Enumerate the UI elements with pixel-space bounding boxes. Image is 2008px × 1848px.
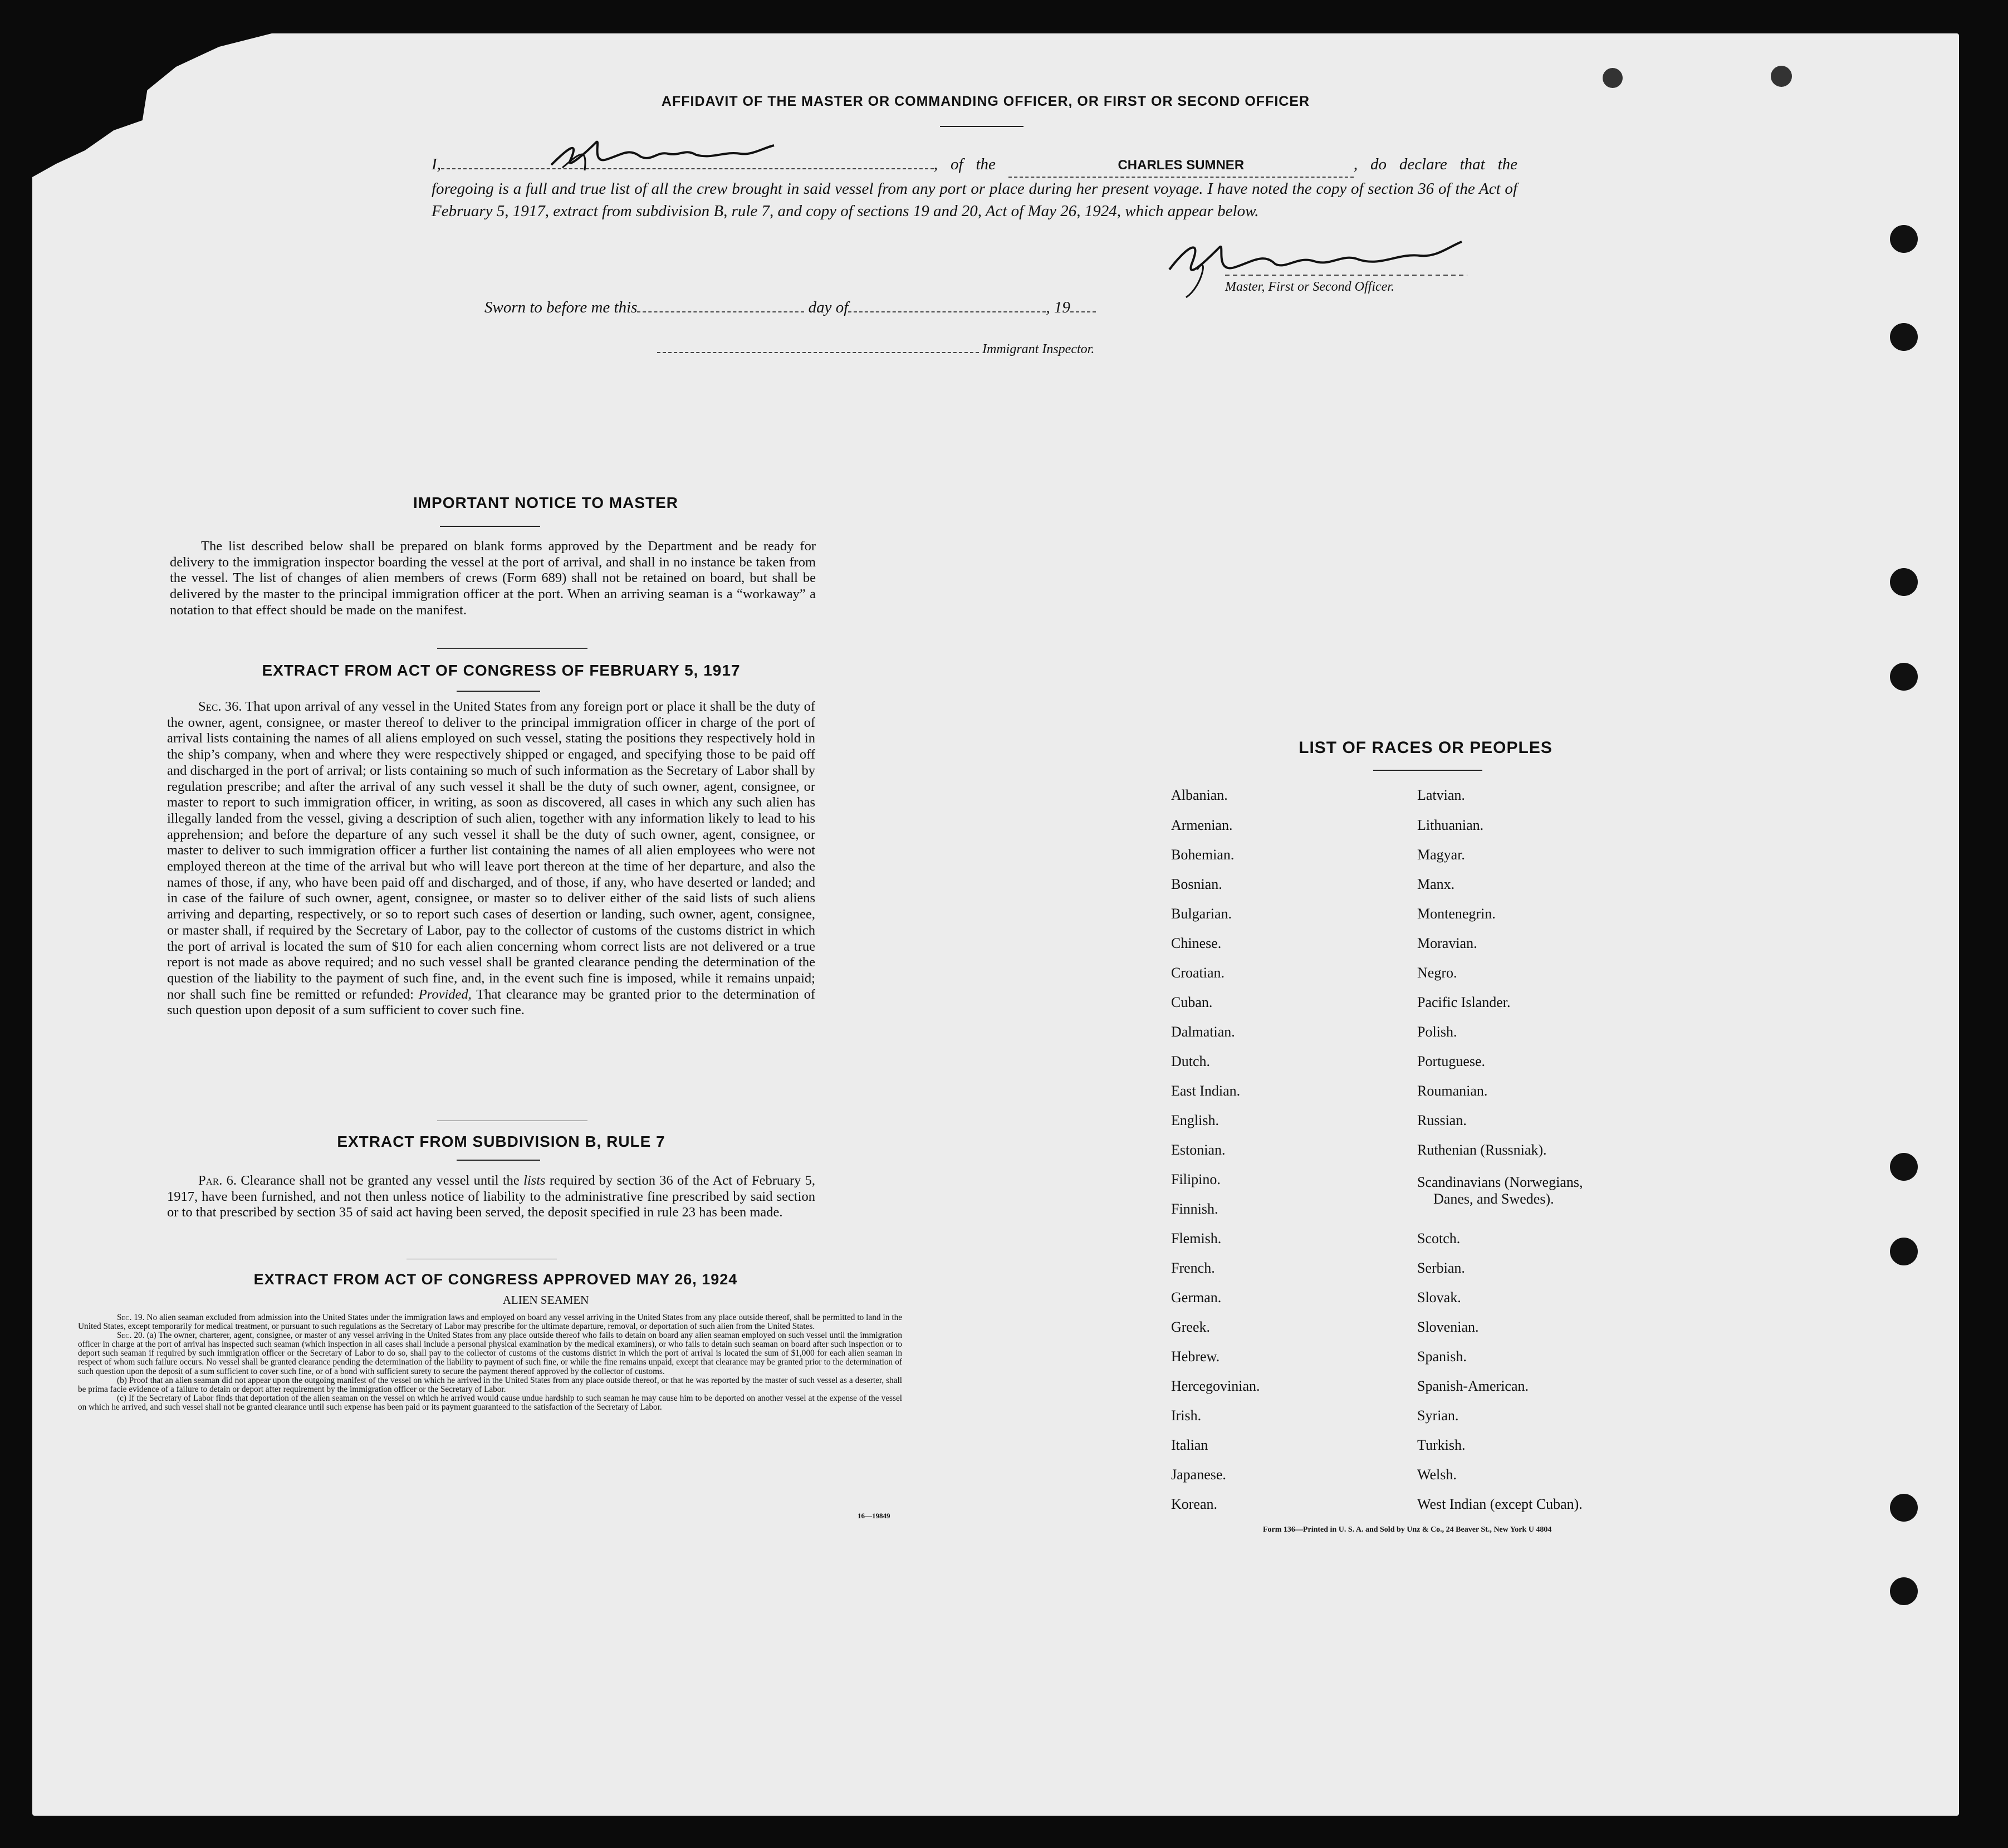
race-item: Flemish. (1171, 1230, 1222, 1246)
rule-7-title: EXTRACT FROM SUBDIVISION B, RULE 7 (337, 1133, 665, 1150)
race-item: Turkish. (1417, 1437, 1466, 1453)
sworn-month-field (848, 311, 1046, 312)
inspector-caption: Immigrant Inspector. (982, 342, 1095, 356)
race-item: Portuguese. (1417, 1053, 1486, 1069)
notice-rule (440, 526, 540, 527)
race-item: Albanian. (1171, 787, 1228, 803)
inspector-line (657, 342, 1094, 357)
race-item: Ruthenian (Russniak). (1417, 1142, 1547, 1158)
declaration-body: that the foregoing is a full and true list of all the crew brought in said vessel from any port or place during her present voyage. I have noted the copy of section 36 of the Act of February 5, 1917, extract from subdivision B, rule 7, and copy of sections 19 and 20, Act of May 26, 1924, which appear below. (432, 155, 1518, 220)
rule-7-rule (457, 1160, 540, 1161)
notice-body: The list described below shall be prepared on blank forms approved by the Department and be ready for delivery to the immigration inspector boarding the vessel at the port of arrival, and shall in no instance be taken from the vessel. The list of changes of alien members of crews (Form 689) shall not be retained on board, but shall be delivered by the master to the principal immigration officer at the port. When an arriving seaman is a “workaway” a notation to that effect should be made on the manifest. (170, 539, 816, 618)
extract-1917-body (167, 699, 815, 1019)
sec-20-label: Sec. 20. (117, 1331, 145, 1341)
race-item: Spanish-American. (1417, 1378, 1529, 1394)
sec-19-text: No alien seaman excluded from admission into the United States under the immigration laws and employed on board any vessel arriving in the United States from any place outside thereof, shall be permitted to land in the United States, except temporarily for medical treatment, or pursuant to such regulations as the Secretary of Labor may prescribe for the ultimate departure, removal, or deportation of such alien from the United States. (78, 1313, 903, 1332)
sec-20a-text: (a) The owner, charterer, agent, consignee, or master of any vessel arriving in the United States from any place outside thereof who fails to detain on board any alien seaman employed on such vessel until the immigration officer in charge at the port of arrival has inspected such seaman (which inspection in all cases shall include a personal physical examination by the medical examiners), or who fails to detain such seaman on board after such inspection or to deport such seaman if required by such immigration officer or the Secretary of Labor to do so, shall pay to the collector of customs of the customs district in which the port of arrival is located the sum of $1,000 for each alien seaman in respect of whom such failure occurs. No vessel shall be granted clearance pending the determination of the liability to payment of such fine, or while the fine remains unpaid, except that clearance may be granted prior to the determination of such question upon the deposit of a sum sufficient to cover such fine, or of a bond with sufficient surety to secure the payment thereof approved by the collector of customs. (78, 1331, 902, 1376)
race-item: Magyar. (1417, 847, 1465, 863)
race-item: Pacific Islander. (1417, 994, 1511, 1010)
race-item: Polish. (1417, 1024, 1457, 1040)
race-item: Welsh. (1417, 1466, 1457, 1483)
par-6-label: Par. 6. (198, 1173, 237, 1188)
race-item: Slovak. (1417, 1289, 1461, 1306)
race-item: Bohemian. (1171, 847, 1235, 863)
sworn-day-field (637, 311, 804, 312)
sec-20c-text: (c) If the Secretary of Labor finds that deportation of the alien seaman on the vessel on which he arrived would cause undue hardship to such seaman he may cause him to be deported on another vessel at the expense of the vessel on which he arrived, and such vessel shall not be granted clearance until such expense has been paid or its payment guaranteed to the satisfaction of the Secretary of Labor. (78, 1393, 902, 1412)
binder-hole (1890, 1153, 1918, 1181)
race-item: Roumanian. (1417, 1083, 1488, 1099)
race-item: Japanese. (1171, 1466, 1226, 1483)
race-item: Chinese. (1171, 935, 1222, 951)
provided-label: Provided, (418, 986, 472, 1002)
race-item: Spanish. (1417, 1348, 1467, 1365)
sec-19-paragraph (78, 1313, 902, 1331)
extract-1917-title: EXTRACT FROM ACT OF CONGRESS OF FEBRUARY 5, 1917 (262, 662, 741, 679)
lists-label: lists (523, 1173, 546, 1188)
race-item: Bosnian. (1171, 876, 1222, 892)
races-rule (1373, 770, 1482, 771)
sec-19-label: Sec. 19. (117, 1313, 145, 1322)
binder-hole (1890, 323, 1918, 351)
race-item: Irish. (1171, 1407, 1202, 1424)
race-item: Hercegovinian. (1171, 1378, 1260, 1394)
race-item: Greek. (1171, 1319, 1211, 1335)
sworn-prefix: Sworn to before me this (484, 299, 638, 316)
par-6-text-a: Clearance shall not be granted any vessel until the (241, 1173, 520, 1188)
extract-1924-body (78, 1313, 902, 1412)
race-item: Finnish. (1171, 1201, 1218, 1217)
binder-hole (1890, 1577, 1918, 1605)
race-item: Negro. (1417, 965, 1457, 981)
race-item: Dalmatian. (1171, 1024, 1235, 1040)
sworn-day-label: day of (808, 299, 849, 316)
vessel-name-field (1008, 153, 1354, 178)
ink-speck (1771, 66, 1792, 87)
sec-36-text: That upon arrival of any vessel in the United States from any foreign port or place it shall be the duty of the owner, agent, consignee, or master thereof to deliver to the principal immigration officer in charge of the port of arrival lists containing the names of all aliens employed on such vessel, stating the positions they respectively hold in the ship’s company, when and where they were respectively shipped or engaged, and specifying those to be paid off and discharged in the port of arrival; or lists containing so much of such information as the Secretary of Labor shall by regulation prescribe; and after the arrival of any such vessel it shall be the duty of such owner, agent, consignee, or master to report to such immigration officer, in writing, as soon as discovered, all cases in which any such alien has illegally landed from the vessel, giving a description of such alien, together with any information likely to lead to his apprehension; and before the departure of any such vessel it shall be the duty of such owner, agent, consignee, or master to deliver to such immigration officer a further list containing the names of all alien employees who were not employed thereon at the time of the arrival but who will leave port thereon at the time of her departure, and also the names of those, if any, who have been paid off and discharged, and of those, if any, who have deserted or landed; and in case of the failure of such owner, agent, consignee, or master so to deliver either of the said lists of such aliens arriving and departing, respectively, or so to report such cases of desertion or landing, such owner, agent, consignee, or master shall, if required by the Secretary of Labor, pay to the collector of customs of the customs district in which the port of arrival is located the sum of $10 for each alien concerning whom correct lists are not delivered or a true report is not made as above required; and no such vessel shall be granted clearance pending the determination of the question of the liability to the payment of such fine, and, in the event such fine is imposed, while it remains unpaid; nor shall such fine be remitted or refunded: (167, 699, 815, 1002)
race-item: Montenegrin. (1417, 906, 1496, 922)
race-item: Danes, and Swedes). (1433, 1191, 1554, 1207)
affidavit-title: AFFIDAVIT OF THE MASTER OR COMMANDING OFFICER, OR FIRST OR SECOND OFFICER (661, 94, 1310, 109)
sworn-year-field (1070, 311, 1096, 312)
race-item: Bulgarian. (1171, 906, 1232, 922)
binder-hole (1890, 1494, 1918, 1522)
sec-36-label: Sec. 36. (198, 699, 242, 714)
signature-1 (546, 137, 780, 176)
race-item: Syrian. (1417, 1407, 1459, 1424)
sec-20b-text: (b) Proof that an alien seaman did not appear upon the outgoing manifest of the vessel on which he arrived in the United States from any place outside thereof, or that he was reported by the master of such vessel as a deserter, shall be prima facie evidence of a failure to detain or deport after requirement by the immigration officer or the Secretary of Labor. (78, 1375, 902, 1394)
binder-hole (1890, 225, 1918, 253)
form-code: 16—19849 (858, 1512, 890, 1520)
race-item: Scotch. (1417, 1230, 1461, 1246)
printer-footer: Form 136—Printed in U. S. A. and Sold by Unz & Co., 24 Beaver St., New York U 4804 (1263, 1526, 1552, 1534)
race-item: Italian (1171, 1437, 1208, 1453)
race-item: Russian. (1417, 1112, 1467, 1128)
notice-title: IMPORTANT NOTICE TO MASTER (413, 494, 679, 511)
ink-speck (1603, 68, 1623, 88)
sworn-line (484, 299, 1096, 317)
race-item: Moravian. (1417, 935, 1477, 951)
race-item: Cuban. (1171, 994, 1213, 1010)
binder-hole (1890, 663, 1918, 691)
sworn-year-label: , 19 (1046, 299, 1070, 316)
races-title: LIST OF RACES OR PEOPLES (1299, 739, 1552, 757)
race-item: Hebrew. (1171, 1348, 1220, 1365)
race-item: Latvian. (1417, 787, 1465, 803)
race-item: Scandinavians (Norwegians, (1417, 1174, 1583, 1190)
binder-hole (1890, 568, 1918, 596)
race-item: Slovenian. (1417, 1319, 1479, 1335)
extract-1924-title: EXTRACT FROM ACT OF CONGRESS APPROVED MAY 26, 1924 (253, 1271, 738, 1288)
race-item: Armenian. (1171, 817, 1233, 833)
title-rule (940, 126, 1023, 127)
race-item: Dutch. (1171, 1053, 1211, 1069)
sec-20a-paragraph (78, 1331, 902, 1376)
vessel-name: CHARLES SUMNER (1118, 158, 1245, 173)
race-item: English. (1171, 1112, 1219, 1128)
signature-caption: Master, First or Second Officer. (1225, 280, 1394, 294)
race-item: Manx. (1417, 876, 1455, 892)
race-item: Croatian. (1171, 965, 1225, 981)
declaration-prefix: I, (432, 155, 441, 173)
race-item: Serbian. (1417, 1260, 1465, 1276)
race-item: Filipino. (1171, 1171, 1221, 1187)
sec-36-end: That clearance may be granted prior to the determination of such question upon deposit of a sum sufficient to cover such fine. (167, 986, 816, 1018)
declaration-suffix: , do declare (1353, 155, 1447, 173)
race-item: French. (1171, 1260, 1215, 1276)
race-item: Estonian. (1171, 1142, 1226, 1158)
race-item: German. (1171, 1289, 1222, 1306)
alien-seamen-subtitle: ALIEN SEAMEN (502, 1293, 589, 1307)
race-item: West Indian (except Cuban). (1417, 1496, 1583, 1512)
divider-rule (437, 648, 587, 649)
extract-1917-rule (457, 691, 540, 692)
inspector-signature-field (657, 352, 979, 353)
binder-hole (1890, 1238, 1918, 1265)
rule-7-body (167, 1173, 815, 1221)
declaration-of-the: , of the (933, 155, 996, 173)
race-item: East Indian. (1171, 1083, 1241, 1099)
race-item: Korean. (1171, 1496, 1218, 1512)
race-item: Lithuanian. (1417, 817, 1484, 833)
par-6-text-b: required by section 36 of the Act of February 5, 1917, have been furnished, and not then unless notice of liability to the administrative fine prescribed by said section or to that prescribed by section 35 of said act having been served, the deposit specified in rule 23 has been made. (167, 1173, 816, 1220)
